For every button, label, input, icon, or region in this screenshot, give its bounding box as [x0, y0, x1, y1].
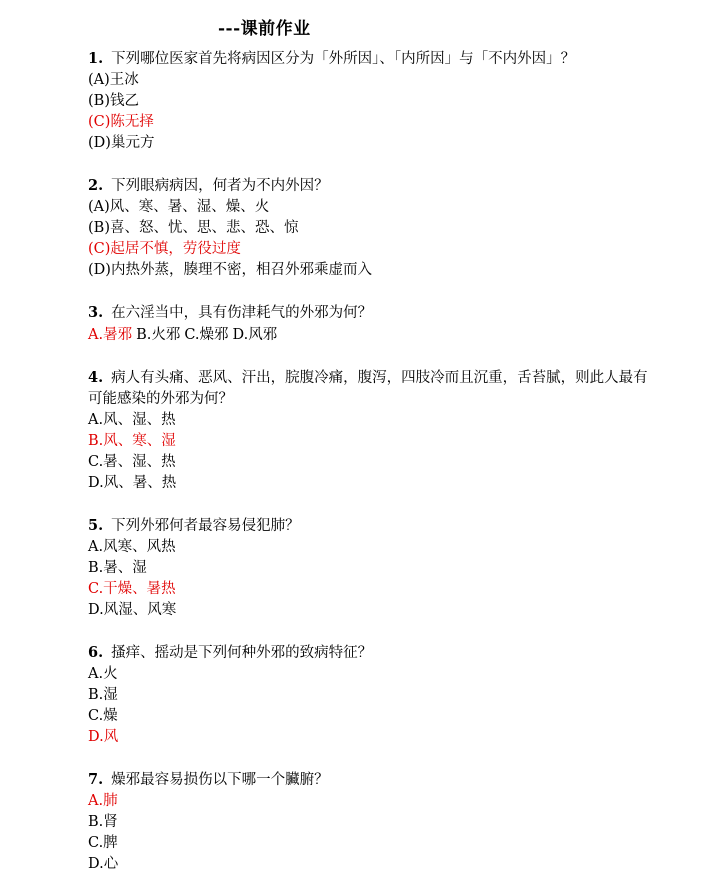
answer-option: (D)巢元方 [88, 135, 155, 151]
page-title: ---课前作业 [218, 19, 311, 39]
question-number: 5. [88, 517, 104, 534]
answer-option: (B)喜、怒、忧、思、悲、恐、惊 [88, 220, 299, 236]
question-text [88, 302, 648, 324]
answer-option: B.火邪 [136, 327, 181, 343]
answer-option: C.燥邪 [184, 327, 229, 343]
option-list [88, 410, 648, 494]
question-stem: 在六淫当中，具有伤津耗气的外邪为何？ [111, 305, 373, 321]
question-stem: 下列哪位医家首先将病因区分为「外所因」、「内所因」与「不内外因」？ [111, 51, 576, 67]
option-list [88, 324, 648, 346]
option-list [88, 70, 648, 154]
answer-option-correct: A.肺 [88, 793, 118, 809]
option-list [88, 664, 648, 748]
answer-option: A.风寒、风热 [88, 539, 176, 555]
question-number: 4. [88, 369, 104, 386]
answer-option: C.燥 [88, 708, 118, 724]
answer-option: (B)钱乙 [88, 93, 139, 109]
answer-option: B.湿 [88, 687, 118, 703]
answer-option: D.风、暑、热 [88, 475, 177, 491]
option-list [88, 791, 648, 875]
question-list [88, 48, 648, 896]
question-6 [88, 642, 648, 748]
option-list [88, 537, 648, 621]
question-1 [88, 48, 648, 154]
answer-option-correct: A.暑邪 [88, 327, 133, 343]
question-stem: 搔痒、摇动是下列何种外邪的致病特征？ [111, 645, 373, 661]
question-stem: 燥邪最容易损伤以下哪一个臟腑？ [111, 772, 329, 788]
answer-option: B.暑、湿 [88, 560, 147, 576]
question-number: 3. [88, 304, 104, 321]
option-list [88, 197, 648, 281]
answer-option: D.风邪 [232, 327, 278, 343]
answer-option: D.心 [88, 856, 119, 872]
question-4 [88, 367, 648, 494]
question-text [88, 367, 648, 410]
question-text [88, 642, 648, 664]
answer-option: (D)内热外蒸，腠理不密，相召外邪乘虚而入 [88, 262, 372, 278]
question-number: 6. [88, 644, 104, 661]
answer-option: A.火 [88, 666, 118, 682]
answer-option-correct: (C)陈无择 [88, 114, 154, 130]
question-number: 7. [88, 771, 104, 788]
answer-option: D.风湿、风寒 [88, 602, 177, 618]
question-text [88, 48, 648, 70]
question-2 [88, 175, 648, 281]
question-text [88, 515, 648, 537]
question-text [88, 175, 648, 197]
answer-option-correct: D.风 [88, 729, 119, 745]
question-number: 2. [88, 177, 104, 194]
question-stem: 下列眼病病因，何者为不内外因？ [111, 178, 329, 194]
question-stem: 病人有头痛、恶风、汗出，脘腹冷痛，腹泻，四肢冷而且沉重，舌苔腻，则此人最有可能感染的外邪为何？ [88, 370, 648, 407]
answer-option-correct: (C)起居不慎，劳役过度 [88, 241, 241, 257]
question-stem: 下列外邪何者最容易侵犯肺？ [111, 518, 300, 534]
question-5 [88, 515, 648, 621]
answer-option: A.风、湿、热 [88, 412, 176, 428]
question-3 [88, 302, 648, 346]
answer-option: (A)王冰 [88, 72, 139, 88]
answer-option: C.暑、湿、热 [88, 454, 176, 470]
answer-option: (A)风、寒、暑、湿、燥、火 [88, 199, 270, 215]
answer-option-correct: B.风、寒、湿 [88, 433, 176, 449]
answer-option-correct: C.干燥、暑热 [88, 581, 176, 597]
answer-option: B.肾 [88, 814, 118, 830]
answer-option: C.脾 [88, 835, 118, 851]
question-text [88, 769, 648, 791]
question-number: 1. [88, 50, 104, 67]
question-7 [88, 769, 648, 875]
